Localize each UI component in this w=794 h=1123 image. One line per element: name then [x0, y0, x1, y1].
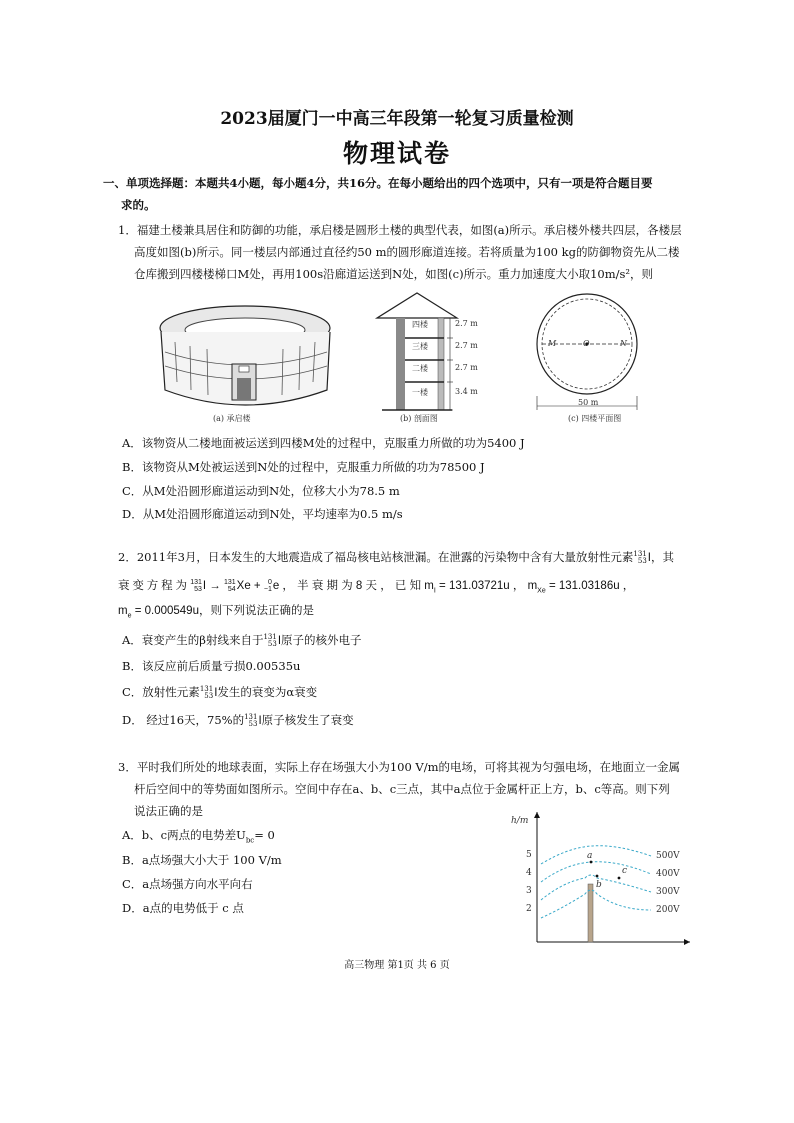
- q3-option-d: D．a点的电势低于 c 点: [122, 901, 244, 915]
- q2-text: ，其: [650, 550, 674, 564]
- q2-text: 2．2011年3月，日本发生的大地震造成了福岛核电站核泄漏。在泄露的污染物中含有大量放射性元素: [118, 550, 634, 564]
- question-2-line3: $m_e = 0.000549u$，则下列说法正确的是: [118, 605, 314, 620]
- section-heading-line2: 求的。: [121, 198, 156, 212]
- nuclide-index: 131 53: [190, 578, 202, 593]
- equipotential-200: [541, 890, 651, 918]
- q1-option-a: A．该物资从二楼地面被运送到四楼M处的过程中，克服重力所做的功为5400 J: [122, 436, 525, 450]
- q1-line: 1．福建土楼兼具居住和防御的功能，承启楼是圆形土楼的典型代表，如图(a)所示。承启楼外楼共四层，各楼层: [118, 223, 682, 237]
- floor-height: 2.7 m: [455, 363, 478, 372]
- figure-a-tulou: [155, 300, 335, 426]
- q3-line: 说法正确的是: [134, 804, 203, 818]
- point-n-label: N: [620, 339, 627, 348]
- floor-label: 三楼: [412, 342, 428, 351]
- q2-option-d: D． 经过16天，75%的131 53I原子核发生了衰变: [122, 713, 354, 728]
- page-footer: 高三物理 第1页 共 6 页: [344, 960, 450, 971]
- floor-label: 四楼: [412, 320, 428, 329]
- q1-line: 高度如图(b)所示。同一楼层内部通过直径约50 m的圆形廊道连接。若将质量为100 kg的防御物资先从二楼: [134, 245, 680, 259]
- q1-line: 仓库搬到四楼楼梯口M处，再用100s沿廊道运送到N处，如图(c)所示。重力加速度大小取10m/s²，则: [134, 267, 654, 281]
- floor-label: 二楼: [412, 364, 428, 373]
- q3-line: 杆后空间中的等势面如图所示。空间中存在a、b、c三点，其中a点位于金属杆正上方，b、c等高。则下列: [134, 782, 670, 796]
- equipotential-400: [541, 862, 651, 882]
- figure-b-caption: (b) 剖面图: [400, 414, 438, 423]
- figure-a-caption: (a) 承启楼: [213, 414, 251, 423]
- figure-c-plan: [535, 292, 645, 414]
- potential-label: 300V: [656, 887, 680, 897]
- floor-height: 2.7 m: [455, 341, 478, 350]
- point-c-label: c: [622, 866, 628, 876]
- q1-option-d: D．从M处沿圆形廊道运动到N处，平均速率为0.5 m/s: [122, 507, 403, 521]
- q3-option-c: C．a点场强方向水平向右: [122, 877, 253, 891]
- point-m-label: M: [548, 339, 557, 348]
- section-heading-line1: 一、单项选择题：本题共4小题，每小题4分，共16分。在每小题给出的四个选项中，只有一项是符合题目要: [103, 176, 653, 190]
- element-symbol: I: [647, 552, 651, 564]
- y-axis-label: h/m: [511, 816, 529, 826]
- nuclide-index: 131 54: [223, 578, 236, 593]
- floor-height: 2.7 m: [455, 319, 478, 328]
- question-1-stem: [118, 219, 698, 285]
- q1-option-b: B．该物资从M处被运送到N处的过程中，克服重力所做的功为78500 J: [122, 460, 485, 474]
- question-2-line1: [118, 546, 703, 569]
- q3-line: 3．平时我们所处的地球表面，实际上存在场强大小为100 V/m的电场，可将其视为匀强电场，在地面立一金属: [118, 760, 681, 774]
- q2-option-a: A．衰变产生的β射线来自于131 53I原子的核外电子: [122, 633, 362, 648]
- tick-label: 3: [526, 886, 532, 896]
- q3-option-b: B．a点场强大小大于 100 V/m: [122, 853, 282, 867]
- q3-option-a: A．b、c两点的电势差$U_{bc}= 0$: [122, 828, 275, 845]
- equipotential-500: [541, 846, 651, 864]
- point-o-label: O: [583, 339, 590, 348]
- floor-height: 3.4 m: [455, 387, 478, 396]
- point-b-label: b: [596, 880, 602, 890]
- nuclide-index: 131 53: [633, 550, 647, 565]
- figure-c-caption: (c) 四楼平面图: [568, 414, 622, 423]
- floor-label: 一楼: [412, 388, 428, 397]
- section-heading: [103, 172, 703, 216]
- diameter-label: 50 m: [578, 398, 599, 407]
- tick-label: 4: [526, 868, 532, 878]
- q1-option-c: C．从M处沿圆形廊道运动到N处，位移大小为78.5 m: [122, 484, 400, 498]
- exam-title: 2023届厦门一中高三年段第一轮复习质量检测: [220, 109, 574, 129]
- q2-option-b: B．该反应前后质量亏损0.00535u: [122, 659, 301, 673]
- point-a-label: a: [587, 851, 593, 861]
- potential-label: 200V: [656, 905, 680, 915]
- nuclide-index: 0 −1: [263, 578, 272, 593]
- question-2-line2: 衰 变 方 程 为 131 53I → 131 54Xe + 0 −1e ， 半 衰 期 为 8 天 ， 已 知 $m_I = 131.03721u$ ， $m_{Xe} = 131.03186u$ ，: [118, 578, 635, 595]
- subject-title: 物理试卷: [342, 139, 451, 168]
- tick-label: 2: [526, 904, 532, 914]
- potential-label: 400V: [656, 869, 680, 879]
- q2-option-c: C．放射性元素131 53I发生的衰变为α衰变: [122, 685, 318, 700]
- tick-label: 5: [526, 850, 532, 860]
- potential-label: 500V: [656, 851, 680, 861]
- metal-rod: [588, 884, 593, 942]
